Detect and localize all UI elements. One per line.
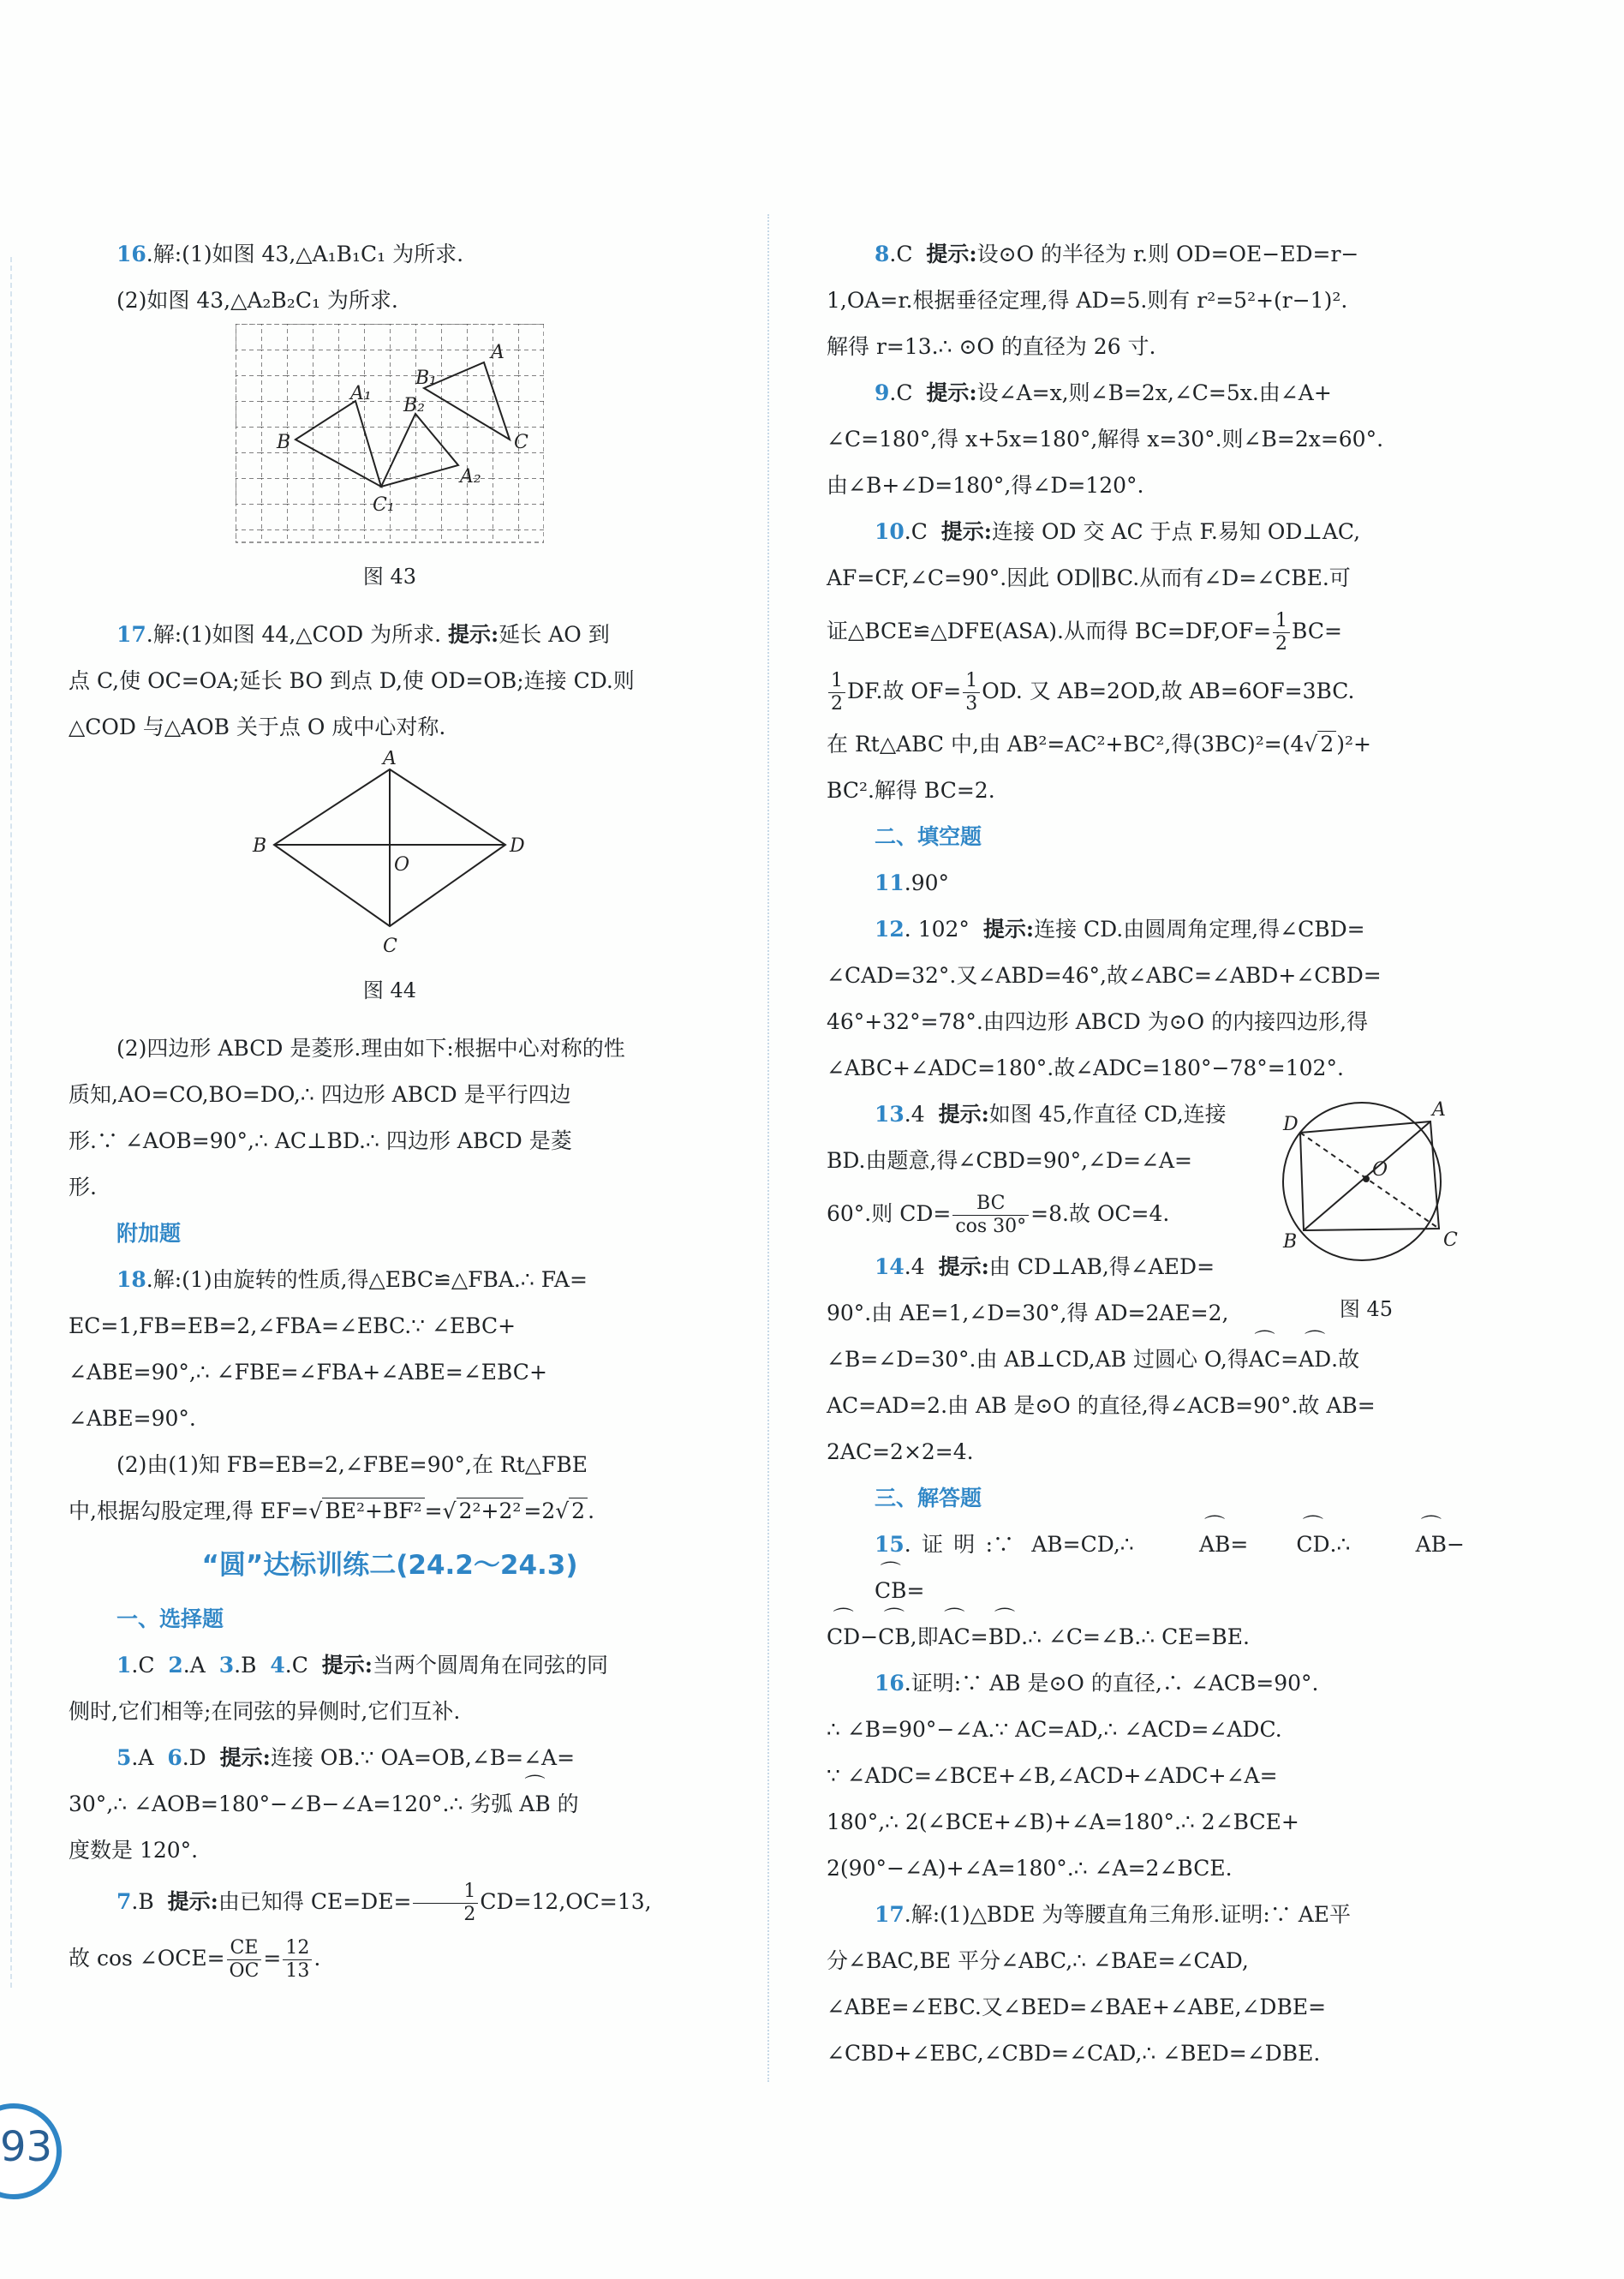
figure-44-caption: 图 44	[362, 978, 417, 1002]
fig45-label-b: B	[1283, 1231, 1298, 1253]
fig45-label-c: C	[1443, 1229, 1458, 1251]
q5-6-line2: 30°,∴ ∠AOB=180°−∠B−∠A=120°.∴ 劣弧 ⌒ AB 的	[69, 1781, 711, 1827]
figure-44	[69, 751, 711, 1003]
q17b-line4: 形.	[69, 1175, 97, 1199]
q17-line1: 17.解:(1)如图 44,△COD 为所求. 提示:延长 AO 到	[116, 622, 610, 647]
q12-line1: 12. 102° 提示:连接 CD.由圆周角定理,得∠CBD=	[875, 917, 1365, 942]
q17-line3: △COD 与△AOB 关于点 O 成中心对称.	[69, 715, 446, 739]
q10-line5: 在 Rt△ABC 中,由 AB²=AC²+BC²,得(3BC)²=(4√ 2 )²+	[827, 732, 1371, 757]
q12-line3: 46°+32°=78°.由四边形 ABCD 为⊙O 的内接四边形,得	[827, 1009, 1369, 1034]
fig44-label-d: D	[510, 835, 525, 857]
q8-line3: 解得 r=13.∴ ⊙O 的直径为 26 寸.	[827, 334, 1156, 359]
q15-line2: ⌒ CD−⌒ CB,即⌒ AC=⌒ BD.∴ ∠C=∠B.∴ CE=BE.	[827, 1614, 1465, 1660]
q16r-line3: ∵ ∠ADC=∠BCE+∠B,∠ACD+∠ADC+∠A=	[827, 1763, 1278, 1788]
q18-line4: ∠ABE=90°.	[69, 1406, 196, 1431]
extra-section-title: 附加题	[116, 1221, 182, 1246]
q16r-line2: ∴ ∠B=90°−∠A.∵ AC=AD,∴ ∠ACD=∠ADC.	[827, 1717, 1282, 1742]
q18-line3: ∠ABE=90°,∴ ∠FBE=∠FBA+∠ABE=∠EBC+	[69, 1360, 547, 1385]
q13-line3: 60°.则 CD= $\frac{BC}{\cos 30^\circ}$ =8.故 OC=4.	[827, 1193, 1170, 1237]
q10-line6: BC².解得 BC=2.	[827, 778, 995, 803]
figure-45-caption: 图 45	[1339, 1297, 1394, 1321]
choice-section-title: 一、选择题	[116, 1606, 224, 1631]
q16-line2: (2)如图 43,△A₂B₂C₁ 为所求.	[116, 288, 398, 313]
q18-line6: 中,根据勾股定理,得 EF=√ BE²+BF² =√ 2²+2² =2√ 2 .	[69, 1498, 595, 1523]
section-title: “圆”达标训练二(24.2～24.3)	[201, 1550, 578, 1581]
q17b-line1: (2)四边形 ABCD 是菱形.理由如下:根据中心对称的性	[116, 1036, 625, 1061]
q10-line2: AF=CF,∠C=90°.因此 OD∥BC.从而有∠D=∠CBE.可	[827, 565, 1351, 590]
q14-line3: ∠B=∠D=30°.由 AB⊥CD,AB 过圆心 O,得⌒ AC=⌒ AD.故	[827, 1337, 1465, 1383]
q13-line1: 13.4 提示:如图 45,作直径 CD,连接	[875, 1102, 1227, 1127]
q8-line1: 8.C 提示:设⊙O 的半径为 r.则 OD=OE−ED=r−	[875, 242, 1359, 266]
rhombus-figure	[236, 751, 544, 965]
fill-section-title: 二、填空题	[875, 824, 982, 849]
q10-line4: $\frac{1}{2}$ DF.故 OF= $\frac{1}{3}$ OD. 又 AB=2OD,故 AB=6OF=3BC.	[827, 661, 1465, 721]
q18-line2: EC=1,FB=EB=2,∠FBA=∠EBC.∵ ∠EBC+	[69, 1313, 516, 1338]
q17r-line4: ∠CBD+∠EBC,∠CBD=∠CAD,∴ ∠BED=∠DBE.	[827, 2041, 1321, 2066]
right-column	[827, 231, 1465, 2077]
q17b-line3: 形.∵ ∠AOB=90°,∴ AC⊥BD.∴ 四边形 ABCD 是菱	[69, 1128, 572, 1153]
q9-line3: 由∠B+∠D=180°,得∠D=120°.	[827, 473, 1144, 498]
fig44-label-c: C	[383, 936, 397, 957]
grid-figure	[236, 324, 544, 551]
q17-line2: 点 C,使 OC=OA;延长 BO 到点 D,使 OD=OB;连接 CD.则	[69, 668, 635, 693]
fig43-label-b1: B₁	[415, 368, 437, 389]
fig45-label-a: A	[1432, 1099, 1446, 1121]
figure-43-caption: 图 43	[362, 565, 417, 589]
fig44-label-o: O	[394, 854, 410, 876]
left-column	[69, 231, 711, 1987]
q8-line2: 1,OA=r.根据垂径定理,得 AD=5.则有 r²=5²+(r−1)².	[827, 288, 1348, 313]
fig43-label-c: C	[514, 432, 528, 453]
fig43-label-c1: C₁	[373, 494, 395, 516]
q16-line1: 16.解:(1)如图 43,△A₁B₁C₁ 为所求.	[116, 242, 464, 266]
fig43-label-a1: A₁	[350, 383, 372, 404]
q13-line2: BD.由题意,得∠CBD=90°,∠D=∠A=	[827, 1148, 1193, 1173]
q11-line: 11.90°	[875, 870, 950, 895]
fig45-label-o: O	[1372, 1159, 1388, 1181]
q7-line2: 故 cos ∠OCE= $\frac{CE}{OC}$ = $\frac{12}{13}$ .	[69, 1937, 321, 1982]
page-number: 93	[0, 2123, 53, 2171]
q12-line4: ∠ABC+∠ADC=180°.故∠ADC=180°−78°=102°.	[827, 1056, 1344, 1080]
q17r-line3: ∠ABE=∠EBC.又∠BED=∠BAE+∠ABE,∠DBE=	[827, 1995, 1327, 2019]
q9-line1: 9.C 提示:设∠A=x,则∠B=2x,∠C=5x.由∠A+	[875, 380, 1332, 405]
q12-line2: ∠CAD=32°.又∠ABD=46°,故∠ABC=∠ABD+∠CBD=	[827, 963, 1382, 988]
q15-line1: 15.证明:∵ AB=CD,∴ ⌒ AB=⌒ CD.∴ ⌒ AB−⌒ CB=	[827, 1522, 1465, 1614]
answer-section-title: 三、解答题	[875, 1486, 982, 1510]
left-margin-line	[10, 257, 12, 1988]
q9-line2: ∠C=180°,得 x+5x=180°,解得 x=30°.则∠B=2x=60°.	[827, 427, 1384, 452]
q14-line5: 2AC=2×2=4.	[827, 1439, 974, 1464]
q14-line4: AC=AD=2.由 AB 是⊙O 的直径,得∠ACB=90°.故 AB=	[827, 1393, 1376, 1418]
figure-43	[69, 324, 711, 589]
q5-6-line1: 5.A 6.D 提示:连接 OB.∵ OA=OB,∠B=∠A=	[116, 1745, 576, 1770]
q10-line1: 10.C 提示:连接 OD 交 AC 于点 F.易知 OD⊥AC,	[875, 519, 1361, 544]
fig44-label-a: A	[383, 751, 397, 769]
q17r-line2: 分∠BAC,BE 平分∠ABC,∴ ∠BAE=∠CAD,	[827, 1948, 1249, 1973]
q16r-line5: 2(90°−∠A)+∠A=180°.∴ ∠A=2∠BCE.	[827, 1856, 1233, 1881]
fig43-label-b2: B₂	[403, 395, 425, 416]
q1-4-line1: 1.C 2.A 3.B 4.C 提示:当两个圆周角在同弦的同	[116, 1653, 608, 1678]
fig43-label-a: A	[491, 342, 505, 363]
q16r-line4: 180°,∴ 2(∠BCE+∠B)+∠A=180°.∴ 2∠BCE+	[827, 1809, 1299, 1834]
q18-line1: 18.解:(1)由旋转的性质,得△EBC≌△FBA.∴ FA=	[116, 1267, 588, 1292]
q5-6-line3: 度数是 120°.	[69, 1838, 199, 1863]
q14-line1: 14.4 提示:由 CD⊥AB,得∠AED=	[875, 1254, 1215, 1279]
fig45-label-d: D	[1283, 1114, 1299, 1135]
q18-line5: (2)由(1)知 FB=EB=2,∠FBE=90°,在 Rt△FBE	[116, 1452, 588, 1477]
fig43-label-b: B	[277, 432, 291, 453]
figure-45	[1268, 1092, 1465, 1322]
q14-line2: 90°.由 AE=1,∠D=30°,得 AD=2AE=2,	[827, 1301, 1229, 1325]
q10-line3: 证△BCE≌△DFE(ASA).从而得 BC=DF,OF= $\frac{1}{2}$ BC=	[827, 610, 1342, 655]
q1-4-line2: 侧时,它们相等;在同弦的异侧时,它们互补.	[69, 1699, 461, 1724]
circle-figure	[1268, 1092, 1465, 1289]
column-divider	[767, 214, 769, 2082]
q16r-line1: 16.证明:∵ AB 是⊙O 的直径,∴ ∠ACB=90°.	[875, 1671, 1319, 1696]
q7-line1: 7.B 提示:由已知得 CE=DE= $\frac{1}{2}$ CD=12,OC=13,	[116, 1881, 652, 1925]
fig44-label-b: B	[253, 835, 267, 857]
fig43-label-a2: A₂	[460, 466, 481, 488]
q17b-line2: 质知,AO=CO,BO=DO,∴ 四边形 ABCD 是平行四边	[69, 1082, 571, 1107]
q17r-line1: 17.解:(1)△BDE 为等腰直角三角形.证明:∵ AE平	[875, 1902, 1352, 1927]
